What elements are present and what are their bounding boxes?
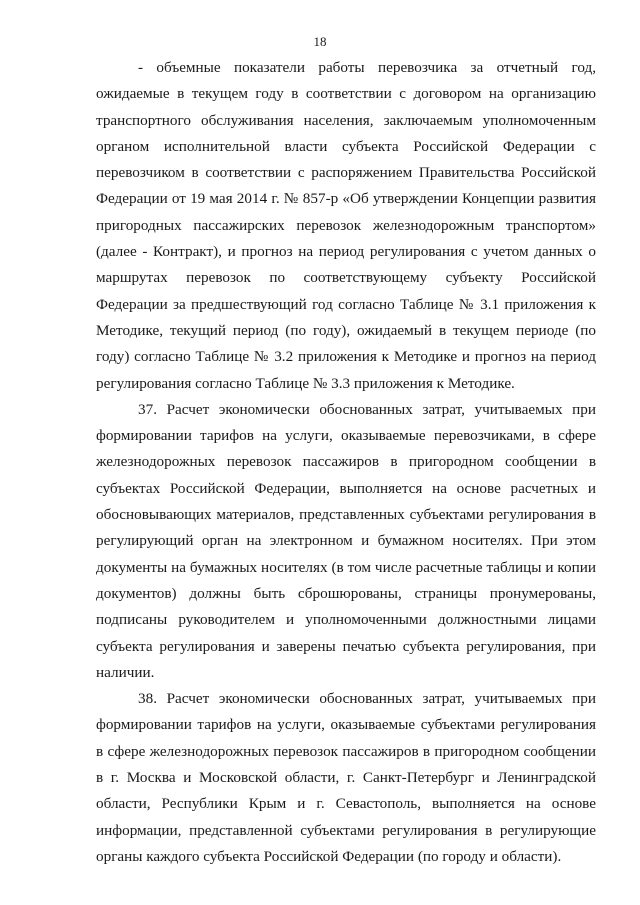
document-body <box>96 55 596 870</box>
paragraph-volume-indicators: - объемные показатели работы перевозчика за отчетный год, ожидаемые в текущем году в соответствии с договором на организацию транспортного обслуживания населения, заключаемым уполномоченным органом исполнительной власти субъекта Российской Федерации с перевозчиком в соответствии с распоряжением Правительства Российской Федерации от 19 мая 2014 г. № 857-р «Об утверждении Концепции развития пригородных пассажирских перевозок железнодорожным транспортом» (далее - Контракт), и прогноз на период регулирования с учетом данных о маршрутах перевозок по соответствующему субъекту Российской Федерации за предшествующий год согласно Таблице № 3.1 приложения к Методике, текущий период (по году), ожидаемый в текущем периоде (по году) согласно Таблице № 3.2 приложения к Методике и прогноз на период регулирования согласно Таблице № 3.3 приложения к Методике. <box>96 59 596 392</box>
paragraph-37: 37. Расчет экономически обоснованных затрат, учитываемых при формировании тарифов на услуги, оказываемые перевозчиками, в сфере железнодорожных перевозок пассажиров в пригородном сообщении в субъектах Российской Федерации, выполняется на основе расчетных и обосновывающих материалов, представленных субъектами регулирования в регулирующий орган на электронном и бумажном носителях. При этом документы на бумажных носителях (в том числе расчетные таблицы и копии документов) должны быть сброшюрованы, страницы пронумерованы, подписаны руководителем и уполномоченными должностными лицами субъекта регулирования и заверены печатью субъекта регулирования, при наличии. <box>96 400 596 681</box>
paragraph-38: 38. Расчет экономически обоснованных затрат, учитываемых при формировании тарифов на услуги, оказываемые субъектами регулирования в сфере железнодорожных перевозок пассажиров в пригородном сообщении в г. Москва и Московской области, г. Санкт-Петербург и Ленинградской области, Республики Крым и г. Севастополь, выполняется на основе информации, представленной субъектами регулирования в регулирующие органы каждого субъекта Российской Федерации (по городу и области). <box>96 690 596 865</box>
page-number: 18 <box>313 34 327 49</box>
